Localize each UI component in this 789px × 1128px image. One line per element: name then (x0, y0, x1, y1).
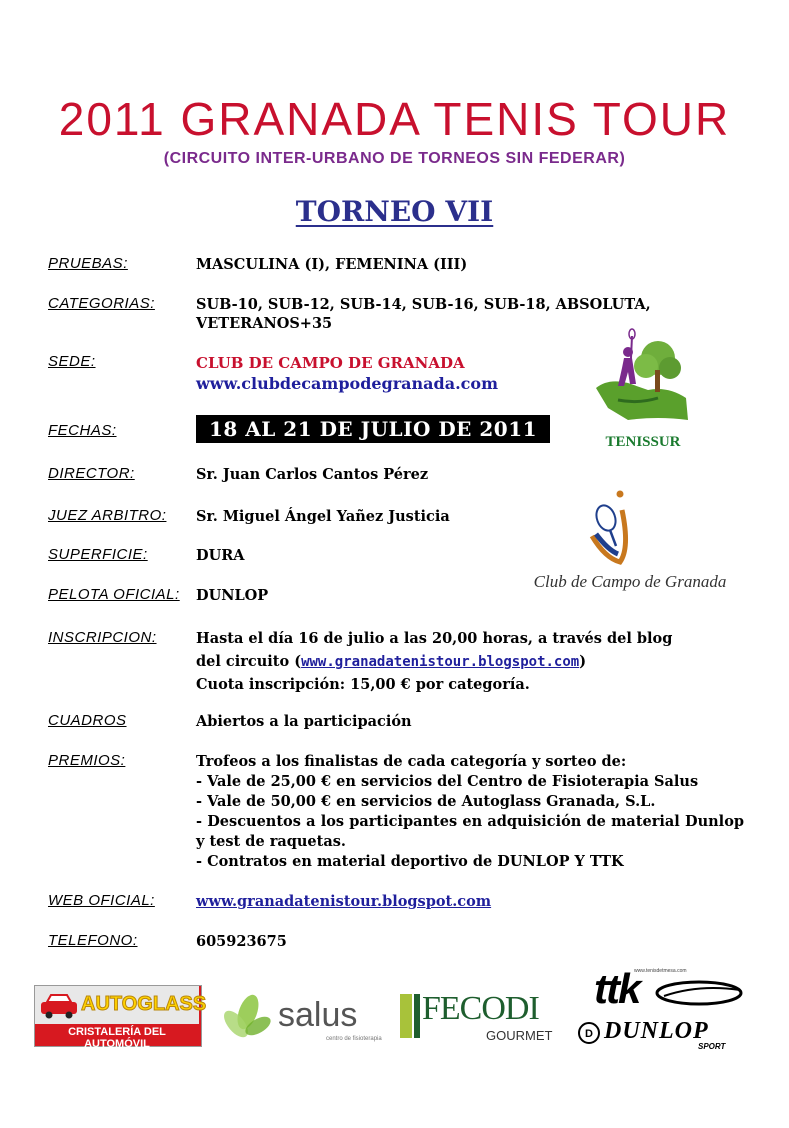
pelota-value: DUNLOP (196, 587, 269, 604)
juez-label: JUEZ ARBITRO: (48, 507, 167, 524)
inscripcion-prefix: del circuito ( (196, 653, 302, 670)
pruebas-label: PRUEBAS: (48, 255, 128, 272)
telefono-label: TELEFONO: (48, 932, 138, 949)
categorias-value-2: VETERANOS+35 (196, 315, 333, 332)
ttk-logo (594, 965, 744, 1012)
categorias-label: CATEGORIAS: (48, 295, 155, 312)
club-campo-label: Club de Campo de Granada (533, 572, 727, 591)
sede-value: CLUB DE CAMPO DE GRANADA (196, 354, 465, 372)
inscripcion-line2 (196, 652, 586, 672)
club-campo-emblem-icon (520, 488, 740, 568)
fecodi-tagline: GOURMET (486, 1028, 553, 1043)
autoglass-logo (34, 985, 207, 1050)
premios-line2: - Vale de 25,00 € en servicios del Centro de Fisioterapia Salus (196, 773, 699, 790)
autoglass-name: AUTOGLASS (81, 993, 207, 1015)
inscripcion-label: INSCRIPCION: (48, 629, 157, 646)
director-value: Sr. Juan Carlos Cantos Pérez (196, 466, 429, 483)
web-label: WEB OFICIAL: (48, 892, 155, 909)
premios-line5: - Contratos en material deportivo de DUNLOP Y TTK (196, 853, 624, 870)
page-subtitle: (CIRCUITO INTER-URBANO DE TORNEOS SIN FEDERAR) (163, 150, 626, 167)
premios-line4: - Descuentos a los participantes en adquisición de material Dunlop y test de raquetas. (196, 813, 744, 850)
tenissur-label: TENISSUR (605, 434, 681, 450)
tournament-name: TORNEO VII (295, 195, 494, 228)
dunlop-tagline: SPORT (698, 1042, 726, 1051)
salus-logo (218, 992, 383, 1048)
dunlop-logo (578, 1018, 758, 1052)
premios-line1: Trofeos a los finalistas de cada categoría y sorteo de: (196, 753, 627, 770)
premios-label: PREMIOS: (48, 752, 126, 769)
tenissur-emblem-icon (588, 328, 698, 428)
juez-value: Sr. Miguel Ángel Yañez Justicia (196, 508, 450, 525)
ttk-name: ttk (594, 965, 640, 1012)
fecodi-bar (400, 994, 412, 1038)
ttk-url: www.tenisdetmesa.com (634, 968, 687, 974)
autoglass-tagline: CRISTALERÍA DEL AUTOMÓVIL (68, 1026, 166, 1050)
sede-url[interactable]: www.clubdecampodegranada.com (196, 374, 499, 393)
inscripcion-line3: Cuota inscripción: 15,00 € por categoría. (196, 676, 530, 693)
pruebas-value: MASCULINA (I), FEMENINA (III) (196, 256, 468, 273)
car-icon (39, 992, 79, 1020)
tenissur-logo (588, 328, 698, 448)
fechas-label: FECHAS: (48, 422, 117, 439)
sede-label: SEDE: (48, 353, 96, 370)
inscripcion-suffix: ) (579, 653, 587, 670)
categorias-value-1: SUB-10, SUB-12, SUB-14, SUB-16, SUB-18, ABSOLUTA, (196, 296, 651, 313)
pelota-label: PELOTA OFICIAL: (48, 586, 180, 603)
fecodi-bar-2 (414, 994, 420, 1038)
cuadros-label: CUADROS (48, 712, 127, 729)
superficie-value: DURA (196, 547, 245, 564)
web-link[interactable]: www.granadatenistour.blogspot.com (196, 893, 492, 910)
ttk-swoosh-icon (654, 978, 744, 1008)
inscripcion-line1: Hasta el día 16 de julio a las 20,00 horas, a través del blog (196, 630, 673, 647)
fecodi-logo (400, 990, 560, 1044)
club-campo-logo (520, 488, 740, 603)
salus-name: salus (278, 996, 358, 1034)
blog-link[interactable]: www.granadatenistour.blogspot.com (301, 654, 580, 670)
fecodi-name: FECODI (422, 990, 539, 1027)
director-label: DIRECTOR: (48, 465, 135, 482)
superficie-label: SUPERFICIE: (48, 546, 148, 563)
premios-line3: - Vale de 50,00 € en servicios de Autoglass Granada, S.L. (196, 793, 656, 810)
fechas-value: 18 AL 21 DE JULIO DE 2011 (196, 415, 550, 443)
telefono-value: 605923675 (196, 933, 287, 950)
dunlop-d-icon (578, 1022, 600, 1044)
cuadros-value: Abiertos a la participación (196, 713, 412, 730)
tournament-heading (0, 195, 789, 228)
dunlop-name: DUNLOP (604, 1018, 709, 1044)
leaf-icon (218, 992, 278, 1044)
salus-tagline: centro de fisioterapia (326, 1036, 382, 1042)
page-title: 2011 GRANADA TENIS TOUR (58, 93, 731, 145)
svg-text:D: D (585, 1028, 593, 1040)
